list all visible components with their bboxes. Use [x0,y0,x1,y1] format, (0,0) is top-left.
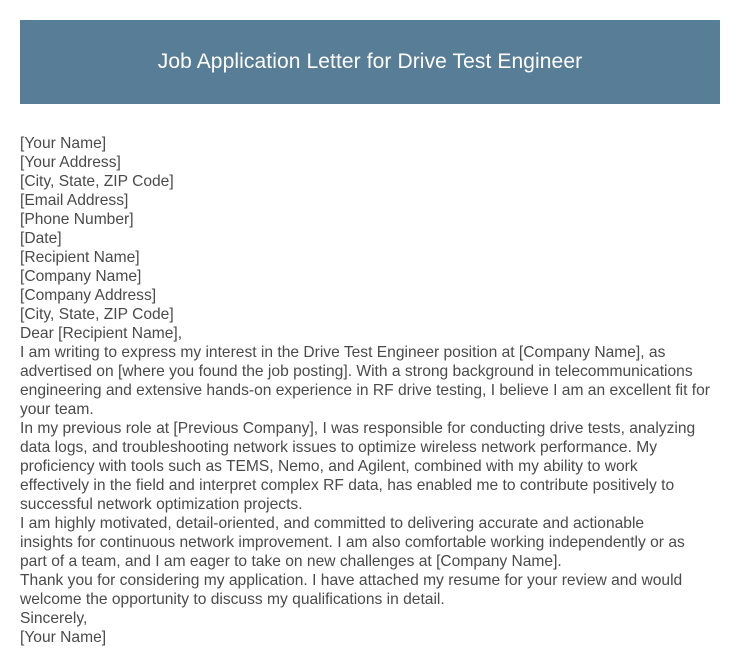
letter-header [20,20,720,104]
recipient-name: [Recipient Name] [20,249,140,266]
sender-phone: [Phone Number] [20,211,134,228]
paragraph-2-line: In my previous role at [Previous Company], I was responsible for conducting drive tests, analyzing [20,420,696,437]
recipient-company-address: [Company Address] [20,287,157,304]
paragraph-3-line: part of a team, and I am eager to take on new challenges at [Company Name]. [20,553,562,570]
salutation: Dear [Recipient Name], [20,325,183,342]
letter-body [20,134,725,647]
recipient-city-state-zip: [City, State, ZIP Code] [20,306,174,323]
paragraph-1-line: engineering and extensive hands-on experience in RF drive testing, I believe I am an excellent fit for [20,382,710,399]
signature: [Your Name] [20,629,107,646]
letter-date: [Date] [20,230,62,247]
recipient-company: [Company Name] [20,268,142,285]
paragraph-3-line: I am highly motivated, detail-oriented, and committed to delivering accurate and actionable [20,515,645,532]
sender-address: [Your Address] [20,154,121,171]
sender-name: [Your Name] [20,135,107,152]
closing: Sincerely, [20,610,88,627]
paragraph-2-line: effectively in the field and interpret complex RF data, has enabled me to contribute positively to [20,477,675,494]
paragraph-4-line: Thank you for considering my application. I have attached my resume for your review and would [20,572,683,589]
paragraph-2-line: data logs, and troubleshooting network issues to optimize wireless network performance. My [20,439,658,456]
paragraph-3-line: insights for continuous network improvement. I am also comfortable working independently or as [20,534,685,551]
paragraph-1-line: your team. [20,401,94,418]
sender-email: [Email Address] [20,192,129,209]
paragraph-1-line: advertised on [where you found the job posting]. With a strong background in telecommunications [20,363,693,380]
paragraph-2-line: proficiency with tools such as TEMS, Nemo, and Agilent, combined with my ability to work [20,458,638,475]
page-title: Job Application Letter for Drive Test Engineer [157,50,583,73]
paragraph-1-line: I am writing to express my interest in the Drive Test Engineer position at [Company Name], as [20,344,666,361]
paragraph-4-line: welcome the opportunity to discuss my qualifications in detail. [20,591,445,608]
paragraph-2-line: successful network optimization projects. [20,496,303,513]
sender-city-state-zip: [City, State, ZIP Code] [20,173,174,190]
